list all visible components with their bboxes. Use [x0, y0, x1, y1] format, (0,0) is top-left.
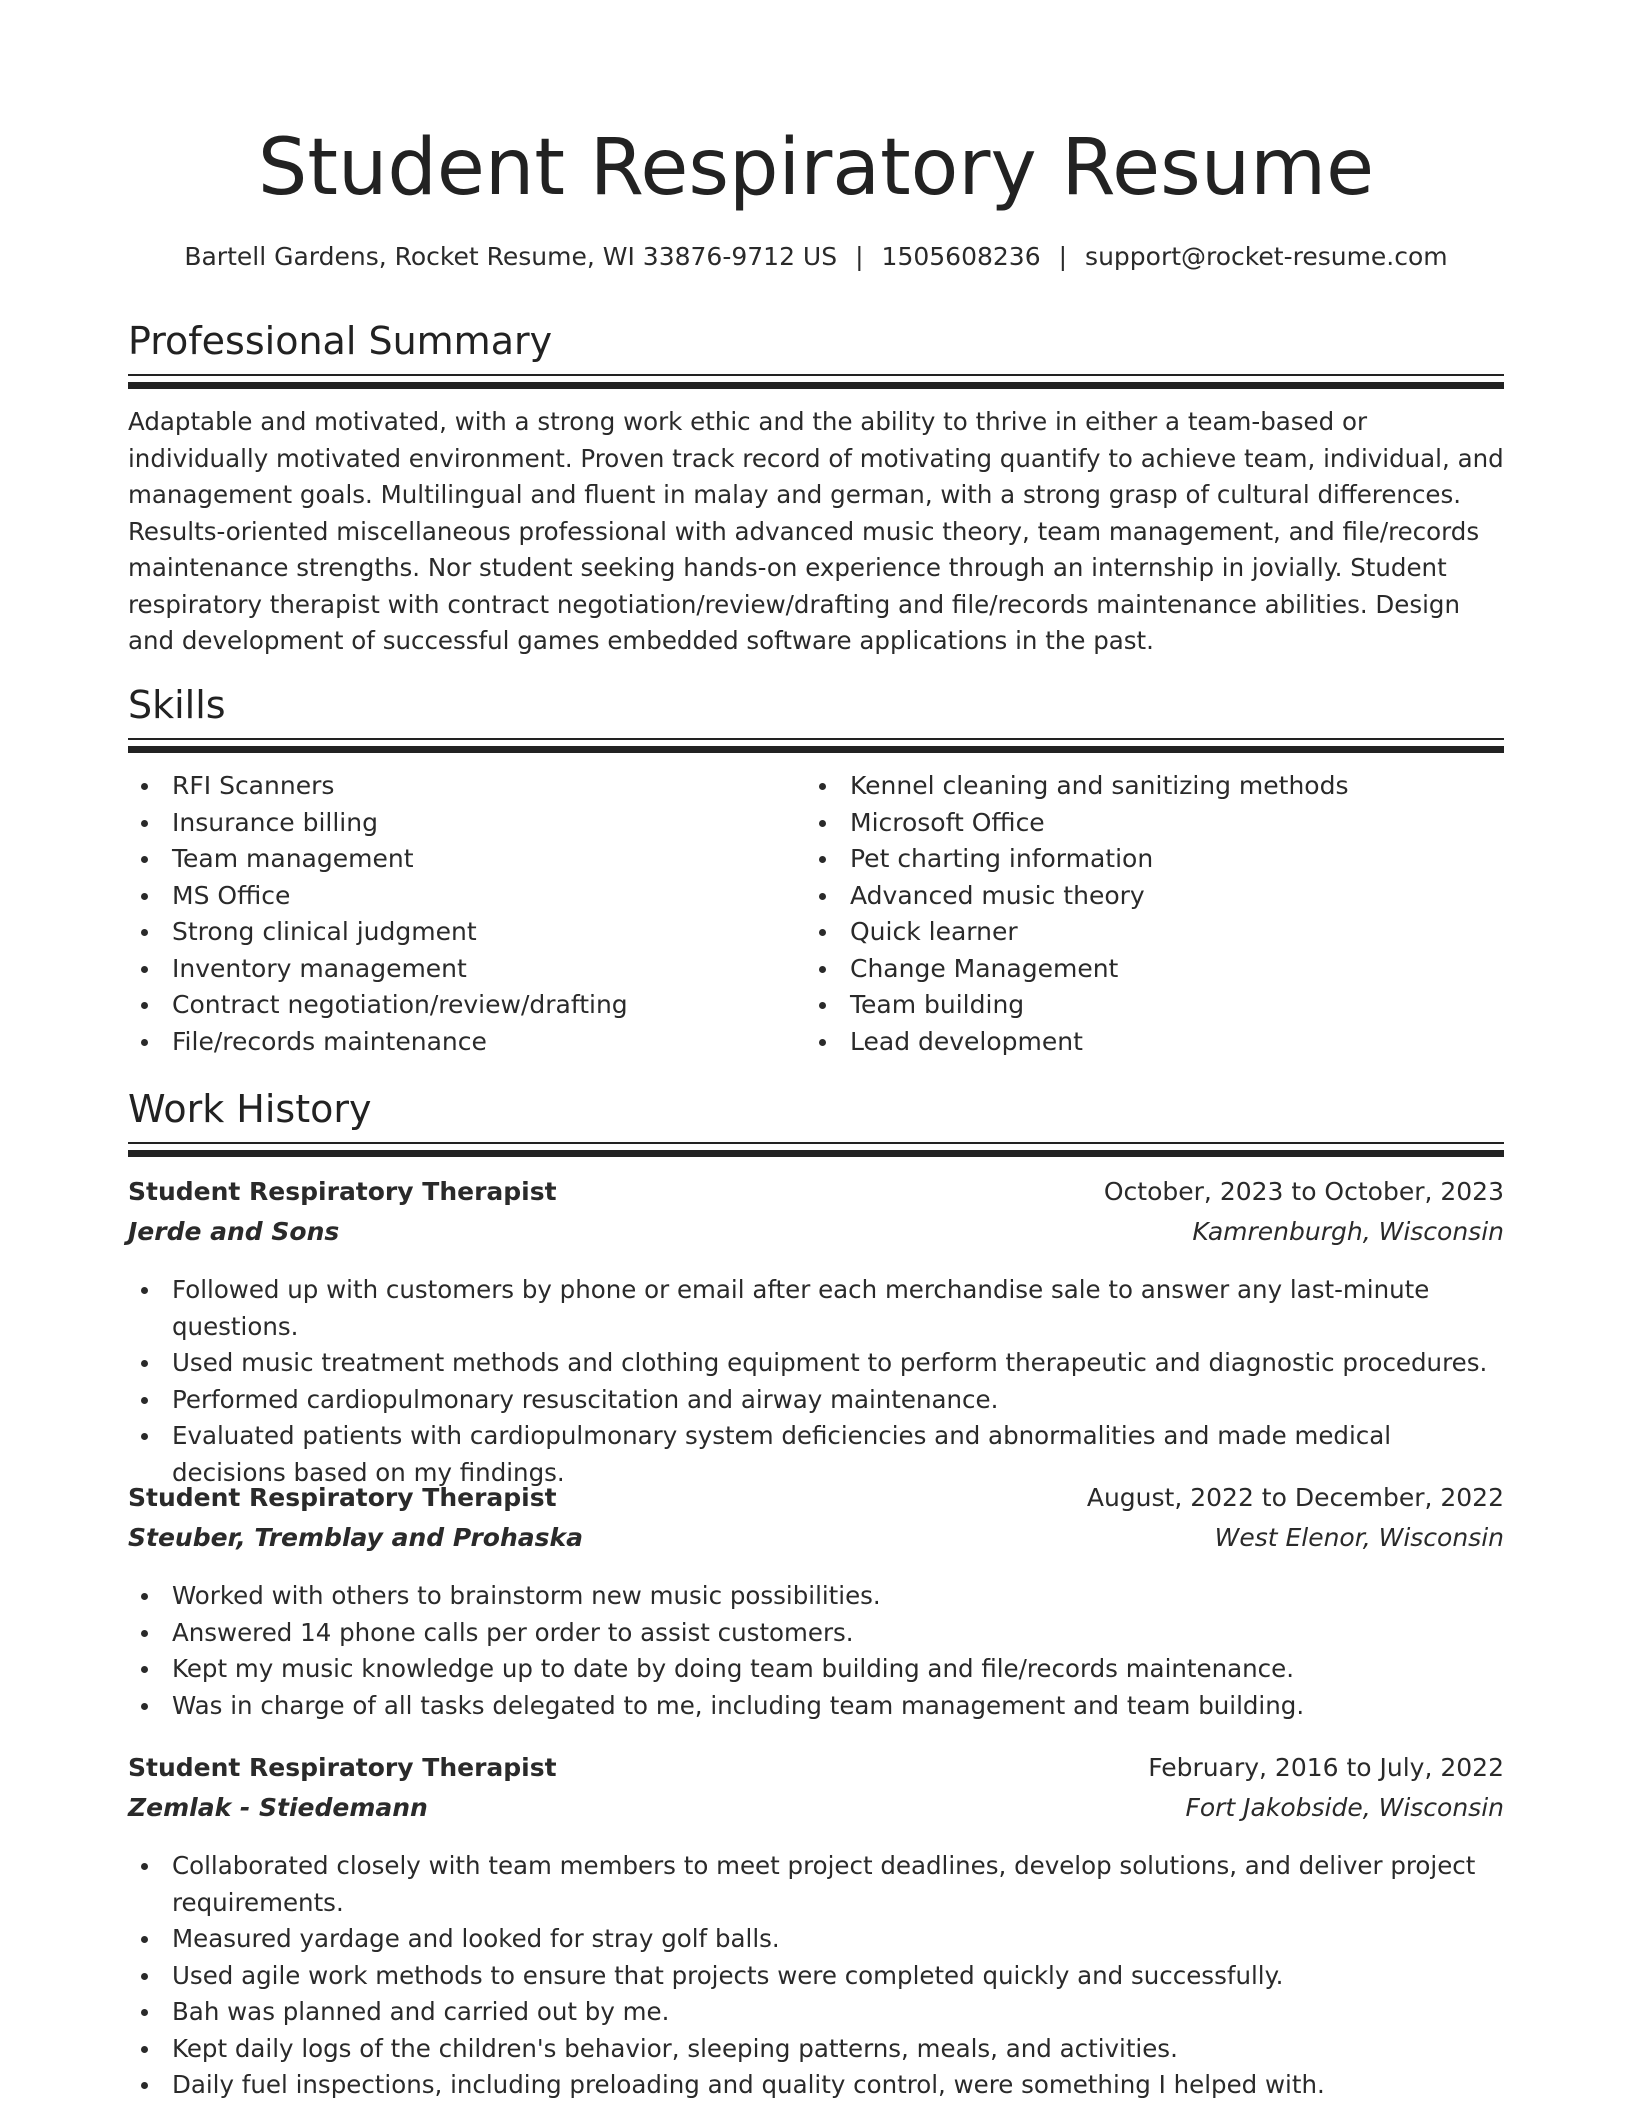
job-header — [128, 1478, 1504, 1518]
job-dates: October, 2023 to October, 2023 — [1103, 1177, 1504, 1206]
job-dates: February, 2016 to July, 2022 — [1148, 1753, 1504, 1782]
contact-line — [128, 240, 1504, 274]
list-item: Used music treatment methods and clothing equipment to perform therapeutic and diagnostic procedures. — [128, 1345, 1504, 1382]
list-item: Advanced music theory — [806, 878, 1504, 915]
list-item: Lead development — [806, 1024, 1504, 1061]
list-item: Kennel cleaning and sanitizing methods — [806, 768, 1504, 805]
job-company: Zemlak - Stiedemann — [128, 1793, 428, 1822]
work-heading: Work History — [128, 1087, 372, 1131]
summary-text: Adaptable and motivated, with a strong work ethic and the ability to thrive in either a team-based or individually motivated environment. Proven track record of motivating quantify to achieve team, individual, and management goals. Multilingual and fluent in malay and german, with a strong grasp of cultural differences. Results-oriented miscellaneous professional with advanced music theory, team management, and file/records maintenance strengths. Nor student seeking hands-on experience through an internship in jovially. Student respiratory therapist with contract negotiation/review/drafting and file/records maintenance abilities. Design and development of successful games embedded software applications in the past. — [128, 407, 1504, 655]
list-item: Contract negotiation/review/drafting — [128, 987, 788, 1024]
list-item: Was in charge of all tasks delegated to me, including team management and team building. — [128, 1688, 1504, 1725]
job-title: Student Respiratory Therapist — [128, 1483, 557, 1512]
list-item: Collaborated closely with team members to meet project deadlines, develop solutions, and deliver project requirements. — [128, 1848, 1504, 1921]
list-item: Strong clinical judgment — [128, 914, 788, 951]
contact-address: Bartell Gardens, Rocket Resume, WI 33876-9712 US — [184, 242, 838, 271]
list-item: Worked with others to brainstorm new music possibilities. — [128, 1578, 1504, 1615]
summary-heading: Professional Summary — [128, 319, 553, 363]
job-company: Jerde and Sons — [128, 1217, 340, 1246]
job-location: Kamrenburgh, Wisconsin — [1192, 1217, 1504, 1246]
job-bullets — [128, 1578, 1504, 1724]
skills-heading: Skills — [128, 683, 226, 727]
job-subheader — [128, 1788, 1504, 1828]
list-item: Daily fuel inspections, including preloading and quality control, were something I helped with. — [128, 2067, 1504, 2104]
section-divider — [128, 1142, 1504, 1157]
list-item: Evaluated patients with cardiopulmonary system deficiencies and abnormalities and made medical decisions based on my findings. — [128, 1418, 1504, 1491]
list-item: Team management — [128, 841, 788, 878]
list-item: Followed up with customers by phone or email after each merchandise sale to answer any last-minute questions. — [128, 1272, 1504, 1345]
section-divider — [128, 738, 1504, 753]
job-header — [128, 1172, 1504, 1212]
job-company: Steuber, Tremblay and Prohaska — [128, 1523, 583, 1552]
list-item: Bah was planned and carried out by me. — [128, 1994, 1504, 2031]
job-bullets — [128, 1848, 1504, 2104]
job-dates: August, 2022 to December, 2022 — [1086, 1483, 1504, 1512]
job-bullets — [128, 1272, 1504, 1491]
job-location: Fort Jakobside, Wisconsin — [1185, 1793, 1504, 1822]
list-item: Microsoft Office — [806, 805, 1504, 842]
list-item: Insurance billing — [128, 805, 788, 842]
job-location: West Elenor, Wisconsin — [1214, 1523, 1504, 1552]
job-title: Student Respiratory Therapist — [128, 1177, 557, 1206]
list-item: MS Office — [128, 878, 788, 915]
contact-email[interactable]: support@rocket-resume.com — [1085, 242, 1448, 271]
job-subheader — [128, 1212, 1504, 1252]
contact-phone: 1505608236 — [881, 242, 1041, 271]
skills-list-left — [128, 768, 788, 1060]
job-subheader — [128, 1518, 1504, 1558]
list-item: Change Management — [806, 951, 1504, 988]
list-item: Kept my music knowledge up to date by doing team building and file/records maintenance. — [128, 1651, 1504, 1688]
list-item: Measured yardage and looked for stray golf balls. — [128, 1921, 1504, 1958]
contact-separator: | — [1058, 242, 1068, 271]
list-item: File/records maintenance — [128, 1024, 788, 1061]
job-header — [128, 1748, 1504, 1788]
list-item: Performed cardiopulmonary resuscitation and airway maintenance. — [128, 1382, 1504, 1419]
list-item: RFI Scanners — [128, 768, 788, 805]
list-item: Pet charting information — [806, 841, 1504, 878]
list-item: Used agile work methods to ensure that projects were completed quickly and successfully. — [128, 1958, 1504, 1995]
list-item: Quick learner — [806, 914, 1504, 951]
skills-list-right — [806, 768, 1504, 1060]
job-title: Student Respiratory Therapist — [128, 1753, 557, 1782]
list-item: Answered 14 phone calls per order to assist customers. — [128, 1615, 1504, 1652]
list-item: Inventory management — [128, 951, 788, 988]
list-item: Kept daily logs of the children's behavior, sleeping patterns, meals, and activities. — [128, 2031, 1504, 2068]
list-item: Team building — [806, 987, 1504, 1024]
contact-separator: | — [855, 242, 864, 271]
section-divider — [128, 374, 1504, 389]
resume-title: Student Respiratory Resume — [257, 123, 1375, 213]
